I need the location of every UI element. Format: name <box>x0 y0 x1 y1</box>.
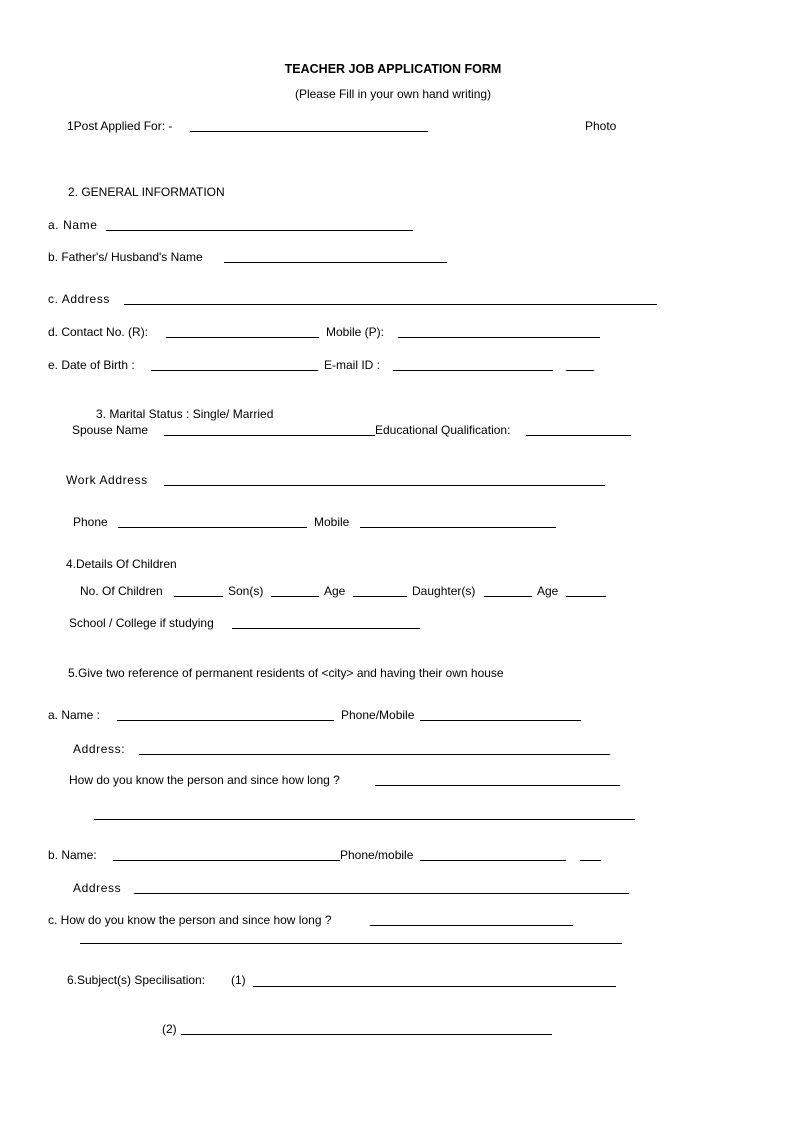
number-of-children-label: No. Of Children <box>80 584 163 598</box>
post-applied-label: 1Post Applied For: - <box>67 119 173 133</box>
date-of-birth-label: e. Date of Birth : <box>48 358 135 372</box>
post-applied-field[interactable] <box>190 131 428 132</box>
email-field-extension[interactable] <box>566 370 594 371</box>
reference-a-address-field[interactable] <box>139 754 610 755</box>
daughters-field[interactable] <box>484 596 532 597</box>
work-address-field[interactable] <box>164 485 605 486</box>
reference-b-name-label: b. Name: <box>48 848 97 862</box>
mobile-field[interactable] <box>398 337 600 338</box>
subject-item-1-field[interactable] <box>253 986 616 987</box>
reference-a-name-label: a. Name : <box>48 708 101 722</box>
educational-qualification-field[interactable] <box>526 435 631 436</box>
subject-specialisation-label: 6.Subject(s) Specilisation: <box>67 973 206 987</box>
reference-b-address-field[interactable] <box>134 893 629 894</box>
number-of-children-field[interactable] <box>174 596 223 597</box>
daughters-age-field[interactable] <box>566 596 606 597</box>
name-label: a. Name <box>48 218 98 232</box>
reference-a-know-label: How do you know the person and since how long ? <box>69 773 340 787</box>
reference-a-phone-label: Phone/Mobile <box>341 708 415 722</box>
photo-label: Photo <box>585 119 617 133</box>
reference-b-name-field[interactable] <box>113 860 340 861</box>
work-address-label: Work Address <box>66 473 148 487</box>
reference-c-know-field[interactable] <box>370 925 573 926</box>
mobile-label: Mobile (P): <box>326 325 385 339</box>
email-label: E-mail ID : <box>324 358 381 372</box>
spouse-phone-field[interactable] <box>118 527 307 528</box>
sons-age-label: Age <box>324 584 346 598</box>
school-college-label: School / College if studying <box>69 616 214 630</box>
subject-item-1-label: (1) <box>231 973 246 987</box>
reference-a-know-field[interactable] <box>375 785 620 786</box>
reference-b-address-label: Address <box>73 881 122 895</box>
educational-qualification-label: Educational Qualification: <box>375 423 511 437</box>
name-field[interactable] <box>106 230 413 231</box>
address-field[interactable] <box>124 304 657 305</box>
contact-number-field[interactable] <box>166 337 319 338</box>
reference-b-phone-field[interactable] <box>420 860 566 861</box>
form-subtitle: (Please Fill in your own hand writing) <box>294 87 492 101</box>
father-husband-name-field[interactable] <box>224 262 447 263</box>
references-heading: 5.Give two reference of permanent residents of <city> and having their own house <box>68 666 504 680</box>
reference-b-phone-label: Phone/mobile <box>340 848 414 862</box>
father-husband-name-label: b. Father's/ Husband's Name <box>48 250 203 264</box>
children-heading: 4.Details Of Children <box>66 557 177 571</box>
school-college-field[interactable] <box>232 628 420 629</box>
reference-a-name-field[interactable] <box>117 720 334 721</box>
address-label: c. Address <box>48 292 111 306</box>
spouse-name-field[interactable] <box>164 435 375 436</box>
reference-a-phone-field[interactable] <box>420 720 581 721</box>
reference-b-phone-field-extension[interactable] <box>580 860 601 861</box>
contact-number-label: d. Contact No. (R): <box>48 325 149 339</box>
daughters-age-label: Age <box>537 584 559 598</box>
date-of-birth-field[interactable] <box>151 370 318 371</box>
spouse-name-label: Spouse Name <box>72 423 149 437</box>
daughters-label: Daughter(s) <box>412 584 476 598</box>
spouse-mobile-label: Mobile <box>314 515 350 529</box>
spouse-mobile-field[interactable] <box>360 527 556 528</box>
subject-item-2-field[interactable] <box>181 1034 552 1035</box>
form-title: TEACHER JOB APPLICATION FORM <box>284 62 502 76</box>
subject-item-2-label: (2) <box>162 1022 177 1036</box>
reference-c-know-label: c. How do you know the person and since how long ? <box>48 913 332 927</box>
sons-age-field[interactable] <box>353 596 407 597</box>
spouse-phone-label: Phone <box>73 515 108 529</box>
reference-a-address-label: Address: <box>73 742 126 756</box>
general-information-heading: 2. GENERAL INFORMATION <box>68 185 225 199</box>
reference-c-know-field-continued[interactable] <box>80 943 622 944</box>
sons-label: Son(s) <box>228 584 264 598</box>
email-field[interactable] <box>393 370 553 371</box>
reference-a-know-field-continued[interactable] <box>94 819 635 820</box>
sons-field[interactable] <box>271 596 319 597</box>
marital-status-heading: 3. Marital Status : Single/ Married <box>96 407 274 421</box>
